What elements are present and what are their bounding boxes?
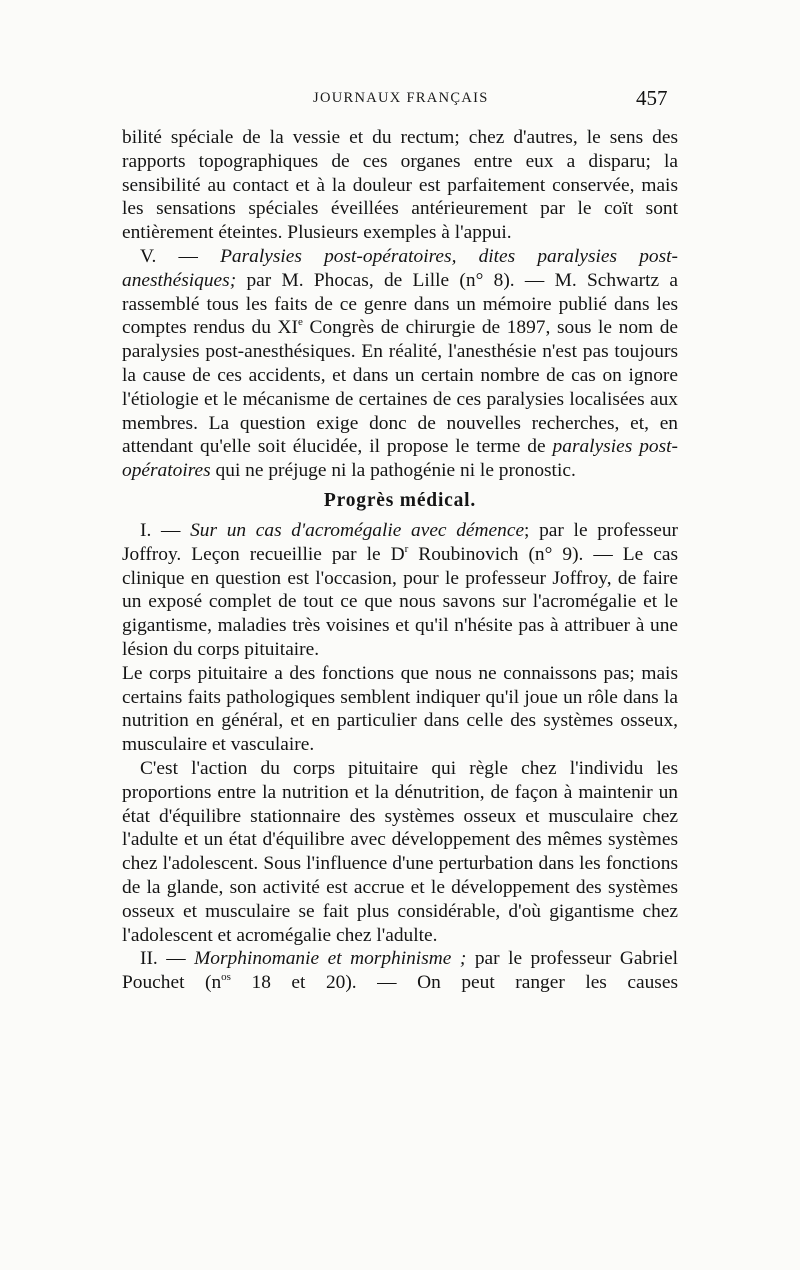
item-title: Paralysies post-opératoires, dites paralysies post-anesthésiques; (122, 245, 679, 291)
superscript: e (297, 316, 303, 329)
paragraph-sensibility: bilité spéciale de la vessie et du rectum; chez d'autres, le sens des rapports topographiques de ces organes entre eux a disparu; la sensibilité au contact et à la douleur est parfaitement conservée, mais les sensations spéciales éveillées antérieurement par le coït sont entièrement éteintes. Plusieurs exemples à l'appui. (122, 127, 678, 244)
item-numeral: I. — (140, 519, 181, 541)
item-text: ; par le professeur Joffroy. Leçon recueillie par le D (122, 519, 678, 565)
superscript: os (221, 971, 231, 984)
superscript: r (404, 542, 409, 555)
item-numeral: V. — (140, 245, 198, 267)
item-numeral: II. — (140, 948, 186, 970)
item-text: 18 et 20). — On peut ranger les causes (251, 972, 678, 994)
paragraph-pituitary-action: C'est l'action du corps pituitaire qui règle chez l'individu les proportions entre la nutrition et la dénutrition, de façon à maintenir un état d'équilibre stationnaire des systèmes osseux et musculaire chez l'adulte et un état d'équilibre avec développement des mêmes systèmes chez l'adolescent. Sous l'influence d'une perturbation dans les fonctions de la glande, son activité est accrue et le développement des systèmes osseux et musculaire se fait plus considérable, d'où gigantisme chez l'adolescent et acromégalie chez l'adulte. (122, 757, 678, 946)
body-text (122, 126, 678, 995)
page-number: 457 (636, 86, 668, 110)
item-title: Sur un cas d'acromégalie avec démence (190, 519, 525, 541)
item-title: Morphinomanie et morphinisme ; (194, 948, 467, 970)
item-text: qui ne préjuge ni la pathogénie ni le pronostic. (215, 460, 576, 482)
item-text: par le professeur Gabriel Pouchet (n (122, 948, 678, 994)
page-header (0, 86, 800, 116)
paragraph-item-v (122, 245, 678, 483)
paragraph-item-i (122, 519, 678, 662)
running-title: JOURNAUX FRANÇAIS (313, 90, 489, 106)
paragraph-item-ii (122, 947, 678, 995)
item-text: Congrès de chirurgie de 1897, sous le nom de paralysies post-anesthésiques. En réalité, l'anesthésie n'est pas toujours la cause de ces accidents, et dans un certain nombre de cas on ignore l'étiologie et le mécanisme de certaines de ces paralysies localisées aux membres. La question exige donc de nouvelles recherches, et, en attendant qu'elle soit élucidée, il propose le terme de (122, 317, 678, 458)
paragraph-pituitary: Le corps pituitaire a des fonctions que nous ne connaissons pas; mais certains faits pathologiques semblent indiquer qu'il joue un rôle dans la nutrition en général, et en particulier dans celle des systèmes osseux, musculaire et vasculaire. (122, 662, 678, 756)
item-text: par M. Phocas, de Lille (n° 8). — M. Schwartz a rassemblé tous les faits de ce genre dans un mémoire publié dans les comptes rendus du XI (122, 269, 678, 339)
item-text: Roubinovich (n° 9). — Le cas clinique en question est l'occasion, pour le professeur Joffroy, de faire un exposé complet de tout ce que nous savons sur l'acromégalie et le gigantisme, maladies très voisines et qu'il n'hésite pas à attribuer à une lésion du corps pituitaire. (122, 543, 678, 660)
section-title: Progrès médical. (323, 489, 477, 511)
item-term: paralysies post-opératoires (122, 436, 678, 482)
